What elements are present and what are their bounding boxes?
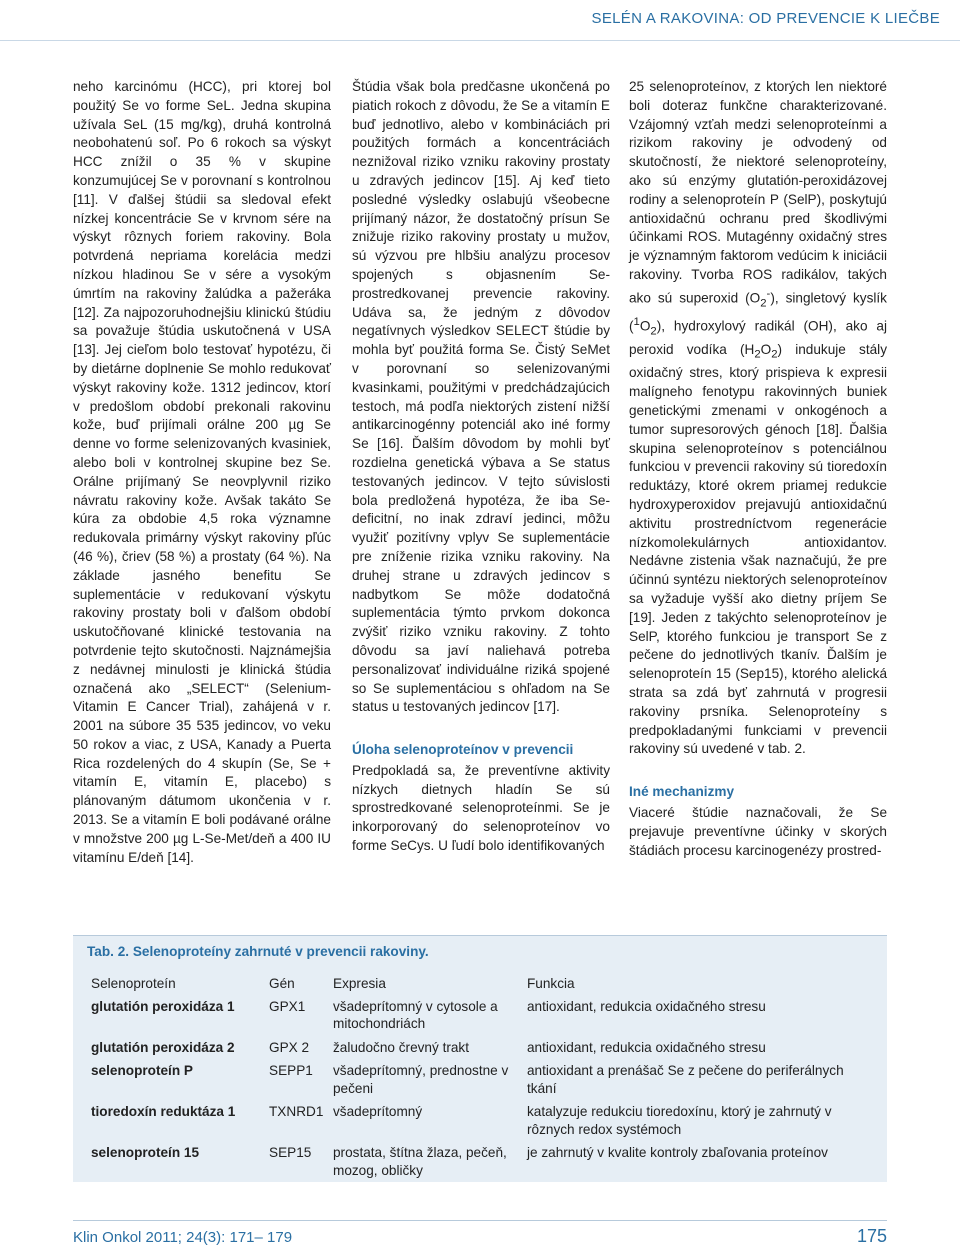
table-cell: všadeprítomný [333,1104,423,1119]
footer-divider [73,1220,887,1221]
table-panel [73,935,887,1182]
text-run: ) indukuje stály oxidačný stres, ktorý prispieva k expresii malígneho fenotypu rakovinných buniek genetickými zmenami v onkogénoch a tumor supresorových génoch [18]. Ďalšia skupina selenoproteínov s potenciálnou funkciou v prevencii rakoviny sú tioredoxín reduktázy, ktoré okrem priamej redukcie hydroxyperoxidov prejavujú antioxidačnú aktivitu prostredníctvom regenerácie nízkomolekulárnych antioxidantov. Nedávne zistenia však naznačujú, že pre účinnú syntézu niektorých selenoproteínov sa vyžaduje vyšší ako dietny príjem Se [19]. Jeden z takýchto selenoproteínov je SelP, ktorého funkciou je transport Se z pečene do jednotlivých tkanív. Ďalším je selenoproteín 15 (Sep15), ktorého alelická strata sa zdá byť zahrnutá v progresii rakoviny prsníka. Selenoproteíny s predpokladanými funkciami v prevencii rakoviny sú uvedené v tab. 2. [629,341,887,757]
text-column-3 [629,78,887,860]
table-cell: žaludočno črevný trakt [333,1039,470,1055]
column-header: Expresia [333,976,386,991]
superscript: 1 [633,315,640,328]
text-run: ), singletový kyslík ( [629,290,887,334]
subscript: 2 [771,348,778,361]
table-cell: TXNRD1 [269,1104,324,1119]
table-cell: SEP15 [269,1145,312,1160]
table-caption: Tab. 2. Selenoproteíny zahrnuté v prevencii rakoviny. [87,944,429,959]
text-run: ), hydroxylový radikál (OH), ako aj peroxid vodíka (H [629,318,887,357]
table-row [87,1100,877,1141]
table-row [87,995,877,1036]
page-number: 175 [856,1226,887,1246]
superscript: - [766,287,771,300]
section-heading: Iné mechanizmy [629,784,735,800]
table-cell: prostata, štítna žlaza, pečeň, mozog, obličky [333,1145,507,1178]
table-cell: všadeprítomný, prednostne v pečeni [333,1063,509,1096]
table-cell: tioredoxín reduktáza 1 [91,1104,236,1119]
text-run: 25 selenoproteínov, z ktorých len niektoré boli doteraz funkčne charakterizované. Vzájomný vzťah medzi selenoproteínmi a rizikom rakoviny je odvodený od skutočností, že niektoré selenoproteíny, ako sú enzýmy glutatión-peroxidázovej rodiny a selenoproteín P (SelP), poskytujú antioxidačnú ochranu pred škodlivými účinkami ROS. Mutagénny oxidačný stres je významným faktorom vedúcim k iniciácii rakoviny. Tvorba ROS radikálov, takých ako sú superoxid (O [629,79,887,306]
paragraph: Štúdia však bola predčasne ukončená po piatich rokoch z dôvodu, že Se a vitamín E buď jednotlivo, alebo v kombináciách pri použitých formách a koncentráciách neznižoval riziko vzniku rakoviny prostaty u zdravých jedincov [15]. Aj keď tieto posledné výsledky oslabujú všeobecne prijímaný názor, že dostatočný prísun Se znižuje riziko rakoviny prostaty u mužov, sú výzvou pre hlbšiu analýzu procesov spojených s objasnením Se-prostredkovanej prevencie rakoviny. Udáva sa, že jedným z dôvodov negatívnych výsledkov SELECT štúdie by mohla byť použitá forma Se. Čistý SeMet v porovnaní so selenizovanými kvasinkami, použitými v predchádzajúcich testoch, má podľa niektorých zistení nižší antikarcinogénny potenciál ako iné formy Se [16]. Ďalším dôvodom by mohli byť rozdielna genetická výbava a Se status testovaných jedincov. V tejto súvislosti bola predložená hypotéza, že iba Se-deficitní, no inak zdraví jedinci, môžu využiť pozitívny vplyv Se suplementácie pre zníženie rizika vzniku rakoviny. Na druhej strane u zdravých jedincov s nadbytkom Se môže dodatočná suplementácia týmto prvkom dokonca zvýšiť riziko vzniku rakoviny. Z tohto dôvodu sa javí naliehavá potreba personalizovať individuálne riziká spojené so Se suplementáciou s ohľadom na Se status u testovaných jedincov [17]. [352,79,610,715]
table-cell: je zahrnutý v kvalite kontroly zbaľovania proteínov [527,1145,828,1160]
table-header-row [87,975,877,995]
subscript: 2 [760,297,767,310]
journal-citation: Klin Onkol 2011; 24(3): 171– 179 [73,1229,293,1246]
table-cell: SEPP1 [269,1063,313,1078]
table-cell: selenoproteín P [91,1063,193,1078]
table-cell: selenoproteín 15 [91,1145,200,1160]
text-column-1 [73,78,331,867]
table-cell: glutatión peroxidáza 1 [91,998,235,1014]
column-header: Gén [269,976,295,991]
table-cell: antioxidant, redukcia oxidačného stresu [527,1039,766,1055]
column-header: Funkcia [527,976,575,991]
text-run: O [760,341,772,357]
column-header: Selenoproteín [91,976,176,991]
table-cell: všadeprítomný v cytosole a mitochondriách [333,998,498,1031]
text-run: O [639,318,651,334]
table-cell: antioxidant a prenášač Se z pečene do periferálnych tkání [527,1063,844,1096]
table-cell: antioxidant, redukcia oxidačného stresu [527,998,766,1014]
header-divider [0,40,960,41]
table-row [87,1036,877,1060]
paragraph: neho karcinómu (HCC), pri ktorej bol použitý Se vo forme SeL. Jedna skupina užívala SeL (15 mg/kg), druhá kontrolná neobohatenú soľ. Po 6 rokoch sa výskyt HCC znížil o 35 % v skupine konzumujúcej Se v porovnaní s kontrolnou [11]. V ďalšej štúdii sa sledoval efekt nízkej koncentrácie Se v krvnom sére na výskyt rôznych foriem rakoviny. Bola potvrdená nepriama korelácia medzi nízkou hladinou Se v sére a vysokým úmrtím na rakoviny žalúdka a pažeráka [12]. Za najpozoruhodnejšiu klinickú štúdiu sa považuje štúdia uskutočnená v USA [13]. Jej cieľom bolo testovať hypotézu, či by dietárne doplnenie Se mohlo redukovať výskyt rakoviny kože. 1312 jedincov, ktorí v predošlom období prekonali rakovinu kože, buď prijímali orálne 200 µg Se denne vo forme selenizovaných kvasiniek, alebo boli v kontrolnej skupine bez Se. Orálne prijímaný Se neovplyvnil riziko návratu rakoviny kože. Avšak takáto Se kúra za obdobie 4,5 roka významne redukovala primárny výskyt rakoviny pľúc (46 %), čriev (58 %) a prostaty (64 %). Na základe jasného benefitu Se suplementácie v redukovaní výskytu rakoviny prostaty boli v ďalšom období uskutočňované klinické testovania na potvrdenie tejto skutočnosti. Najznámejšia z nedávnej minulosti je klinická štúdia označená ako „SELECT“ (Selenium-Vitamin E Cancer Trial), zahájená v r. 2001 na súbore 35 535 jedincov, vo veku 50 rokov a viac, z USA, Kanady a Puerta Rica rozdelených do 4 skupín (Se, Se + vitamín E, vitamín E, placebo) s plánovaným dátumom ukončenia v r. 2013. Se a vitamín E boli podávané orálne v množstve 200 µg L-Se-Met/deň a 400 IU vitamínu E/deň [14]. [73,79,331,865]
paragraph [629,78,887,759]
text-column-2 [352,78,610,856]
table-cell: GPX1 [269,998,306,1014]
subscript: 2 [754,348,761,361]
table-row [87,1141,877,1182]
table-cell: glutatión peroxidáza 2 [91,1039,235,1055]
running-header: SELÉN A RAKOVINA: OD PREVENCIE K LIEČBE [591,10,940,27]
selenoprotein-table [87,975,877,1182]
table-cell: katalyzuje redukciu tioredoxínu, ktorý je zahrnutý v rôznych redox systémoch [527,1104,832,1137]
section-heading: Úloha selenoproteínov v prevencii [352,742,574,758]
table-row [87,1059,877,1100]
table-cell: GPX 2 [269,1039,310,1055]
subscript: 2 [650,325,657,338]
paragraph: Predpokladá sa, že preventívne aktivity nízkych dietnych hladín Se sú sprostredkované selenoproteínmi. Se je inkorporovaný do selenoproteínov vo forme SeCys. U ľudí bolo identifikovaných [352,762,610,854]
paragraph: Viaceré štúdie naznačovali, že Se prejavuje preventívne účinky v skorých štádiách procesu karcinogenézy prostred- [629,804,887,858]
